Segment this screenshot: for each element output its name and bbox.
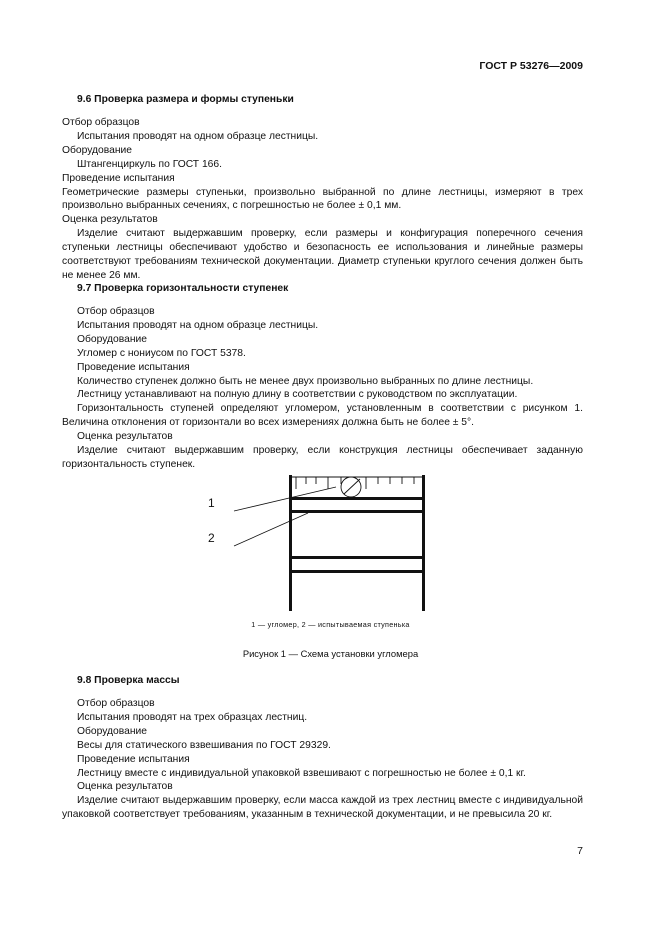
paragraph: Изделие считают выдержавшим проверку, если размеры и конфигурация поперечного сечения ступеньки лестницы обеспечивают удобство и безопасность ее использования и линейные размеры соответствуют требованиям технической документации. Диаметр ступеньки круглого сечения должен быть не менее 26 мм.: [62, 228, 583, 281]
subheading-procedure: Проведение испытания: [77, 361, 190, 373]
step: [292, 570, 422, 573]
right-rail: [422, 475, 425, 611]
figure-legend: 1 — угломер, 2 — испытываемая ступенька: [251, 620, 410, 629]
document-header: ГОСТ Р 53276—2009: [479, 60, 583, 72]
paragraph: Горизонтальность ступеней определяют угломером, установленным в соответствии с рисунком 1. Величина отклонения от горизонтали во всех измерениях должна быть не более ± 5°.: [62, 403, 583, 429]
label-2: 2: [208, 531, 215, 545]
subheading-procedure: Проведение испытания: [77, 753, 190, 765]
paragraph: Испытания проводят на трех образцах лестниц.: [77, 711, 308, 723]
paragraph: Лестницу устанавливают на полную длину в соответствии с руководством по эксплуатации.: [77, 389, 518, 401]
paragraph: Штангенциркуль по ГОСТ 166.: [77, 158, 223, 170]
subheading-sampling: Отбор образцов: [62, 117, 140, 128]
subheading-procedure: Проведение испытания: [62, 172, 175, 184]
subheading-evaluation: Оценка результатов: [62, 214, 158, 226]
paragraph: Изделие считают выдержавшим проверку, если конструкция лестницы обеспечивает заданную горизонтальность ступенек.: [62, 445, 583, 470]
page-number: 7: [577, 845, 583, 857]
paragraph: Количество ступенек должно быть не менее двух произвольно выбранных по длине лестницы.: [77, 375, 534, 387]
subheading-equipment: Оборудование: [77, 333, 148, 345]
subheading-sampling: Отбор образцов: [77, 306, 155, 317]
section-title: 9.8 Проверка массы: [77, 675, 180, 686]
leader-line-2: [234, 513, 308, 546]
subheading-evaluation: Оценка результатов: [77, 781, 173, 793]
tested-step: [292, 510, 422, 513]
paragraph: Испытания проводят на одном образце лестницы.: [77, 319, 319, 331]
paragraph: Угломер с нониусом по ГОСТ 5378.: [77, 347, 246, 359]
section-9-8: [62, 674, 583, 822]
protractor-setup-diagram: [196, 467, 436, 615]
figure-caption: Рисунок 1 — Схема установки угломера: [242, 648, 419, 659]
label-1: 1: [208, 496, 215, 510]
paragraph: Геометрические размеры ступеньки, произвольно выбранной по длине лестницы, измеряют в трех произвольно выбранных сечениях, с погрешностью не более ± 0,1 мм.: [62, 186, 583, 212]
paragraph: Лестницу вместе с индивидуальной упаковкой взвешивают с погрешностью не более ± 0,1 кг.: [77, 767, 526, 779]
protractor: [292, 477, 422, 497]
subheading-equipment: Оборудование: [62, 144, 133, 156]
subheading-equipment: Оборудование: [77, 725, 148, 737]
paragraph: Весы для статического взвешивания по ГОСТ 29329.: [77, 739, 331, 751]
left-rail: [289, 475, 292, 611]
subheading-sampling: Отбор образцов: [77, 698, 155, 709]
section-title: 9.7 Проверка горизонтальности ступенек: [77, 283, 289, 294]
paragraph: Изделие считают выдержавшим проверку, если масса каждой из трех лестниц вместе с индивидуальной упаковкой соответствует требованиям, указанным в технической документации, и не превысила 20 кг.: [62, 795, 583, 821]
subheading-evaluation: Оценка результатов: [77, 431, 173, 443]
section-9-7: [62, 282, 583, 472]
step: [292, 556, 422, 559]
step: [292, 497, 422, 500]
paragraph: Испытания проводят на одном образце лестницы.: [77, 130, 319, 142]
section-9-6: [62, 93, 583, 283]
section-title: 9.6 Проверка размера и формы ступеньки: [77, 94, 294, 105]
